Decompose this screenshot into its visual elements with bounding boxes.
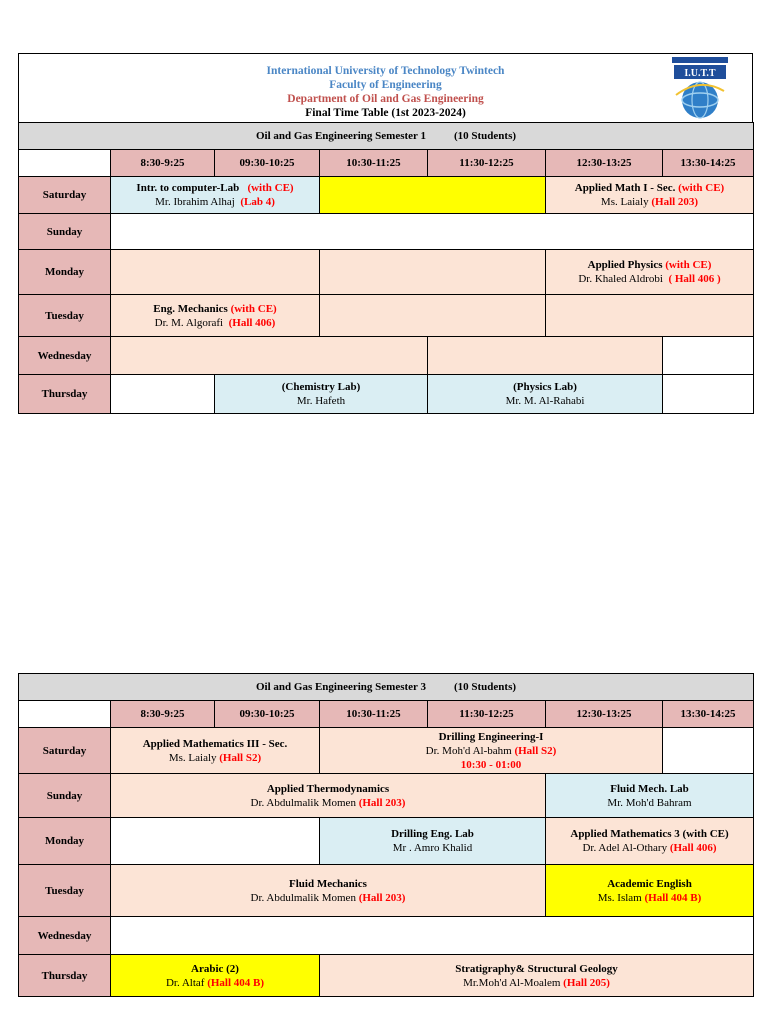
day-tuesday: Tuesday (19, 865, 111, 917)
semester-title: Oil and Gas Engineering Semester 3 (10 Students) (19, 674, 754, 701)
semester3-timetable (18, 673, 753, 997)
empty-cell (546, 295, 754, 337)
time-slot-6: 13:30-14:25 (663, 701, 754, 728)
class-cell: Drilling Engineering-I Dr. Moh'd Al-bahm (Hall S2) 10:30 - 01:00 (320, 728, 663, 774)
header-text (19, 64, 752, 120)
row-tuesday (19, 865, 754, 917)
row-wednesday (19, 917, 754, 955)
row-sunday (19, 774, 754, 818)
time-slot-5: 12:30-13:25 (546, 150, 663, 177)
class-cell: Applied Physics (with CE) Dr. Khaled Aldrobi ( Hall 406 ) (546, 250, 754, 295)
row-sunday (19, 214, 754, 250)
empty-cell (111, 917, 754, 955)
time-slot-6: 13:30-14:25 (663, 150, 754, 177)
row-saturday (19, 728, 754, 774)
class-cell: Eng. Mechanics (with CE) Dr. M. Algorafi (Hall 406) (111, 295, 320, 337)
class-cell: Applied Mathematics III - Sec. Ms. Laialy (Hall S2) (111, 728, 320, 774)
logo-text: I.U.T.T (684, 68, 716, 79)
day-sunday: Sunday (19, 774, 111, 818)
time-slot-4: 11:30-12:25 (428, 701, 546, 728)
class-cell: (Physics Lab) Mr. M. Al-Rahabi (428, 375, 663, 414)
day-monday: Monday (19, 250, 111, 295)
day-sunday: Sunday (19, 214, 111, 250)
semester-title: Oil and Gas Engineering Semester 1 (10 Students) (19, 123, 754, 150)
empty-cell (320, 295, 546, 337)
semester-title-row (19, 674, 754, 701)
class-cell: Stratigraphy& Structural Geology Mr.Moh'd Al-Moalem (Hall 205) (320, 955, 754, 997)
empty-cell (111, 214, 754, 250)
empty-cell (663, 337, 754, 375)
day-saturday: Saturday (19, 728, 111, 774)
highlighted-empty-cell (320, 177, 546, 214)
class-cell: Fluid Mech. Lab Mr. Moh'd Bahram (546, 774, 754, 818)
time-slot-5: 12:30-13:25 (546, 701, 663, 728)
class-cell: Applied Mathematics 3 (with CE) Dr. Adel Al-Othary (Hall 406) (546, 818, 754, 865)
time-slot-1: 8:30-9:25 (111, 701, 215, 728)
time-slot-4: 11:30-12:25 (428, 150, 546, 177)
class-cell: Applied Thermodynamics Dr. Abdulmalik Momen (Hall 203) (111, 774, 546, 818)
row-thursday (19, 955, 754, 997)
semester-title-row (19, 123, 754, 150)
time-slot-3: 10:30-11:25 (320, 701, 428, 728)
empty-cell (320, 250, 546, 295)
time-header-row (19, 150, 754, 177)
row-monday (19, 250, 754, 295)
university-name: International University of Technology Twintech (266, 65, 505, 77)
class-cell: Arabic (2) Dr. Altaf (Hall 404 B) (111, 955, 320, 997)
time-slot-3: 10:30-11:25 (320, 150, 428, 177)
class-cell: Academic English Ms. Islam (Hall 404 B) (546, 865, 754, 917)
university-logo (670, 55, 730, 121)
day-wednesday: Wednesday (19, 917, 111, 955)
class-cell: Drilling Eng. Lab Mr . Amro Khalid (320, 818, 546, 865)
row-thursday (19, 375, 754, 414)
row-tuesday (19, 295, 754, 337)
class-cell: Fluid Mechanics Dr. Abdulmalik Momen (Hall 203) (111, 865, 546, 917)
department-name: Department of Oil and Gas Engineering (287, 93, 484, 105)
day-saturday: Saturday (19, 177, 111, 214)
timetable-header (18, 53, 753, 122)
empty-cell (663, 375, 754, 414)
semester1-timetable (18, 53, 753, 414)
empty-cell (111, 337, 428, 375)
empty-cell (428, 337, 663, 375)
empty-cell (111, 375, 215, 414)
row-wednesday (19, 337, 754, 375)
day-monday: Monday (19, 818, 111, 865)
row-monday (19, 818, 754, 865)
corner-cell (19, 701, 111, 728)
time-slot-1: 8:30-9:25 (111, 150, 215, 177)
row-saturday (19, 177, 754, 214)
class-cell: Applied Math I - Sec. (with CE) Ms. Laialy (Hall 203) (546, 177, 754, 214)
empty-cell (663, 728, 754, 774)
faculty-name: Faculty of Engineering (329, 79, 442, 91)
empty-cell (111, 818, 320, 865)
day-thursday: Thursday (19, 955, 111, 997)
day-thursday: Thursday (19, 375, 111, 414)
day-tuesday: Tuesday (19, 295, 111, 337)
class-cell: Intr. to computer-Lab (with CE) Mr. Ibrahim Alhaj (Lab 4) (111, 177, 320, 214)
corner-cell (19, 150, 111, 177)
empty-cell (111, 250, 320, 295)
semester1-grid (18, 122, 754, 414)
day-wednesday: Wednesday (19, 337, 111, 375)
time-slot-2: 09:30-10:25 (215, 150, 320, 177)
time-header-row (19, 701, 754, 728)
timetable-title: Final Time Table (1st 2023-2024) (305, 107, 466, 119)
time-slot-2: 09:30-10:25 (215, 701, 320, 728)
class-cell: (Chemistry Lab) Mr. Hafeth (215, 375, 428, 414)
semester3-grid (18, 673, 754, 997)
